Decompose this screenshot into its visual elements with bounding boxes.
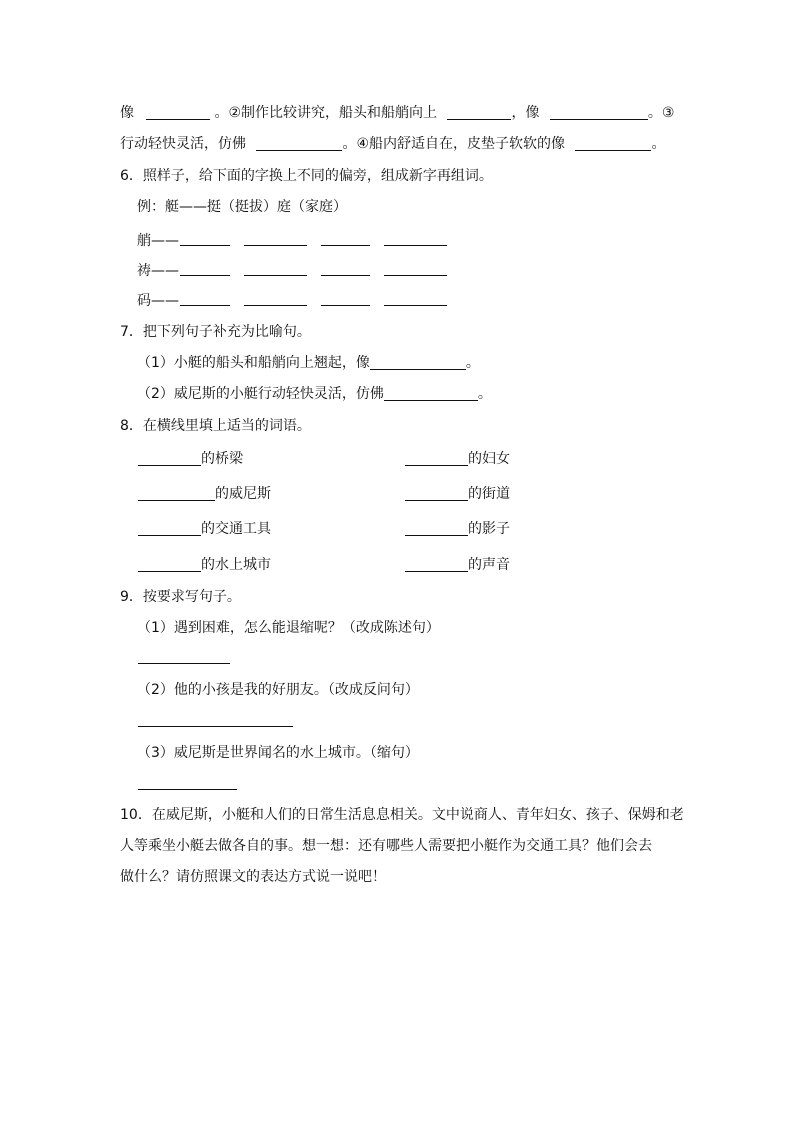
q8-word: 的交通工具 xyxy=(201,521,271,537)
q6-example: 例：艇——挺（挺拔）庭（家庭） xyxy=(137,199,347,215)
answer-blank[interactable] xyxy=(447,105,511,120)
q10-line-1: 10．在威尼斯，小艇和人们的日常生活息息相关。文中说商人、青年妇女、孩子、保姆和老 xyxy=(120,807,684,823)
answer-blank[interactable] xyxy=(370,355,466,370)
answer-blank[interactable] xyxy=(321,245,370,246)
q6-title: 6．照样子，给下面的字换上不同的偏旁，组成新字再组词。 xyxy=(120,168,493,184)
q8-word: 的声音 xyxy=(468,557,510,573)
answer-blank[interactable] xyxy=(256,136,342,151)
q8-word: 的妇女 xyxy=(468,451,510,467)
q5-text: 。④船内舒适自在，皮垫子软软的像 xyxy=(342,136,566,152)
q7-text: （2）威尼斯的小艇行动轻快灵活，仿佛 xyxy=(137,386,384,402)
q5-text: ，像 xyxy=(511,105,540,121)
q8-item xyxy=(405,555,510,575)
q8-word: 的水上城市 xyxy=(201,557,271,573)
answer-blank[interactable] xyxy=(405,557,468,572)
answer-blank[interactable] xyxy=(138,557,201,572)
q9-sentence-1: （1）遇到困难，怎么能退缩呢？（改成陈述句） xyxy=(137,620,440,636)
q5-text: 行动轻快灵活，仿佛 xyxy=(120,136,246,152)
answer-blank[interactable] xyxy=(405,451,468,466)
answer-blank[interactable] xyxy=(138,451,201,466)
answer-blank[interactable] xyxy=(405,486,468,501)
q8-word: 的威尼斯 xyxy=(215,486,271,502)
q8-item xyxy=(405,449,510,469)
q9-sentence-2: （2）他的小孩是我的好朋友。（改成反问句） xyxy=(137,682,419,698)
q5-line-1 xyxy=(120,103,674,123)
answer-blank[interactable] xyxy=(384,245,447,246)
q8-word: 的桥梁 xyxy=(201,451,243,467)
q10-line-3: 做什么？请仿照课文的表达方式说一说吧！ xyxy=(120,869,386,885)
answer-blank[interactable] xyxy=(244,245,307,246)
q5-text: 。 xyxy=(651,136,666,152)
answer-blank[interactable] xyxy=(405,521,468,536)
q9-sentence-3: （3）威尼斯是世界闻名的水上城市。（缩句） xyxy=(137,745,419,761)
q8-item xyxy=(138,555,271,575)
q8-item xyxy=(405,519,510,539)
q10-line-2: 人等乘坐小艇去做各自的事。想一想：还有哪些人需要把小艇作为交通工具？他们会去 xyxy=(120,838,652,854)
q8-item xyxy=(138,484,271,504)
answer-blank[interactable] xyxy=(244,305,307,306)
q7-text: 。 xyxy=(477,386,492,402)
q8-word: 的影子 xyxy=(468,521,510,537)
q6-row-label: 艄—— xyxy=(137,233,179,249)
q9-title: 9．按要求写句子。 xyxy=(120,589,241,605)
answer-blank[interactable] xyxy=(180,305,230,306)
answer-blank[interactable] xyxy=(384,275,447,276)
answer-blank[interactable] xyxy=(146,105,210,120)
q5-line-2 xyxy=(120,134,665,154)
answer-blank[interactable] xyxy=(180,245,230,246)
answer-blank[interactable] xyxy=(138,663,230,664)
q7-text: （1）小艇的船头和船艄向上翘起，像 xyxy=(137,355,370,371)
q8-word: 的街道 xyxy=(468,486,510,502)
answer-blank[interactable] xyxy=(550,105,648,120)
answer-blank[interactable] xyxy=(575,136,651,151)
q8-item xyxy=(405,484,510,504)
q5-text: 。②制作比较讲究，船头和船艄向上 xyxy=(214,105,438,121)
q8-item xyxy=(138,519,271,539)
answer-blank[interactable] xyxy=(321,275,370,276)
answer-blank[interactable] xyxy=(138,521,201,536)
q5-text: 像 xyxy=(120,105,134,121)
q6-row-label: 码—— xyxy=(137,293,179,309)
answer-blank[interactable] xyxy=(384,386,478,401)
q7-title: 7．把下列句子补充为比喻句。 xyxy=(120,324,311,340)
q8-item xyxy=(138,449,243,469)
q7-text: 。 xyxy=(465,355,480,371)
q8-title: 8．在横线里填上适当的词语。 xyxy=(120,418,311,434)
answer-blank[interactable] xyxy=(138,726,293,727)
answer-blank[interactable] xyxy=(384,305,447,306)
q5-text: 。③ xyxy=(647,105,675,121)
answer-blank[interactable] xyxy=(244,275,307,276)
q7-sentence-1 xyxy=(137,353,480,373)
answer-blank[interactable] xyxy=(321,305,370,306)
q7-sentence-2 xyxy=(137,384,492,404)
q6-row-label: 祷—— xyxy=(137,263,179,279)
answer-blank[interactable] xyxy=(138,789,237,790)
answer-blank[interactable] xyxy=(138,486,215,501)
answer-blank[interactable] xyxy=(180,275,230,276)
